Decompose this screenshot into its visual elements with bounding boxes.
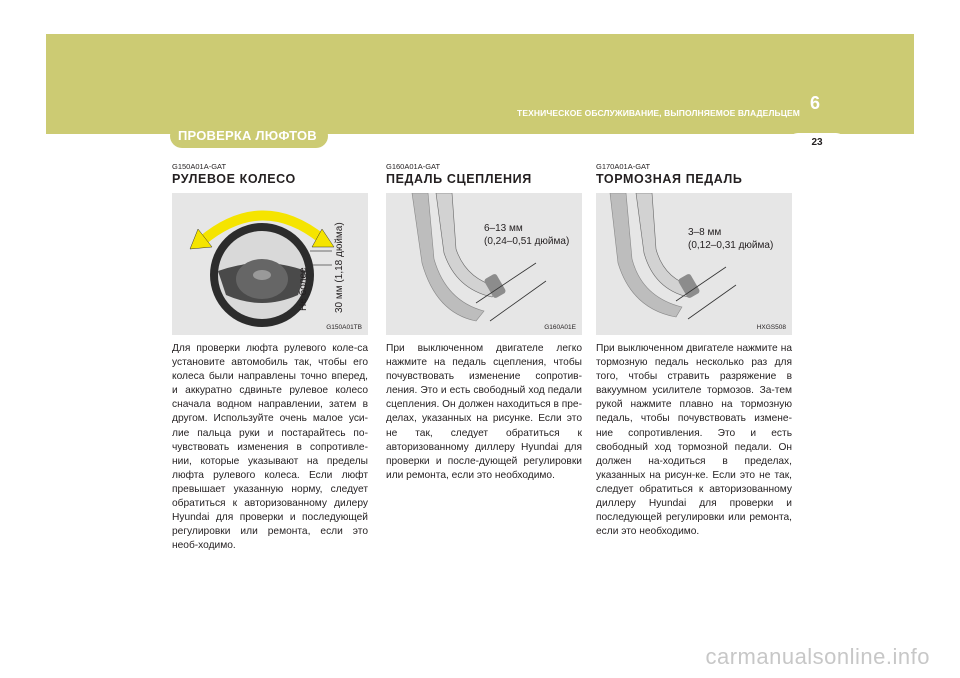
figure-label-2: 30 мм (1,18 дюйма) [334, 222, 345, 313]
figure-label-2: (0,24–0,51 дюйма) [484, 236, 570, 247]
brake-pedal-figure [596, 193, 792, 335]
figure-label-1: Не более [298, 267, 309, 311]
figure-code: G160A01E [544, 324, 576, 331]
steering-wheel-section [172, 162, 368, 553]
clutch-pedal-figure [386, 193, 582, 335]
steering-wheel-figure [172, 193, 368, 335]
section-body: Для проверки люфта рулевого коле-са установите автомобиль так, чтобы его колеса были направлены точно вперед, и аккуратно сдвиньте рулевое колесо сначала водном направлении, затем в другом. Используйте очень малое уси-лие пальца руки и постарайтесь по-чувствовать изменения в сопротивле-нии, которые указывают на пределы люфта рулевого колеса. Если люфт превышает указанную норму, следует обратиться к авторизованному дилеру Hyundai для проверки и последующей регулировки или ремонта, если это необ-ходимо. [172, 343, 368, 552]
page-number: 23 [811, 137, 823, 148]
figure-label-1: 6–13 мм [484, 223, 523, 234]
chapter-title: ТЕХНИЧЕСКОЕ ОБСЛУЖИВАНИЕ, ВЫПОЛНЯЕМОЕ ВЛАДЕЛЬЦЕМ [517, 108, 800, 118]
section-body: При выключенном двигателе нажмите на тормозную педаль несколько раз для того, чтобы стравить разряжение в вакуумном усилителе тормозов. За-тем рукой нажмите плавно на тормозную педаль, чтобы почувствовать измене-ние сопротивления. Это и есть свободный ход тормозной педали. Он должен на-ходиться в пределах, указанных на рисун-ке. Если это не так, следует обратиться к авторизованному диллеру Hyundai для проверки и последующей регулировки или ремонта, если это необходимо. [596, 343, 792, 538]
section-heading: ТОРМОЗНАЯ ПЕДАЛЬ [596, 172, 743, 186]
chapter-number: 6 [809, 93, 820, 113]
section-heading: ПЕДАЛЬ СЦЕПЛЕНИЯ [386, 172, 532, 186]
figure-label-2: (0,12–0,31 дюйма) [688, 240, 774, 251]
section-code: G160A01A-GAT [386, 162, 441, 171]
section-body: При выключенном двигателе легко нажмите на педаль сцепления, чтобы почувствовать изменение сопротив-ления. Это и есть свободный ход педали сцепления. Он должен находиться в пре-делах, указанных на рисунке. Если это не так, следует обратиться к авторизованному диллеру Hyundai для проверки и после-дующей регулировки или ремонта, если это необходимо. [386, 343, 582, 481]
section-heading: РУЛЕВОЕ КОЛЕСО [172, 172, 296, 186]
clutch-pedal-illustration [386, 193, 582, 335]
clutch-pedal-section [386, 162, 582, 483]
watermark: carmanualsonline.info [705, 644, 930, 669]
emblem [253, 270, 271, 280]
section-code: G170A01A-GAT [596, 162, 651, 171]
section-code: G150A01A-GAT [172, 162, 227, 171]
section-tab-label: ПРОВЕРКА ЛЮФТОВ [178, 128, 317, 143]
figure-label-1: 3–8 мм [688, 227, 722, 238]
brake-pedal-section [596, 162, 792, 539]
header-band [46, 34, 914, 134]
brake-pedal-illustration [596, 193, 792, 335]
figure-code: HXGS508 [756, 324, 786, 331]
figure-code: G150A01TB [326, 324, 362, 331]
